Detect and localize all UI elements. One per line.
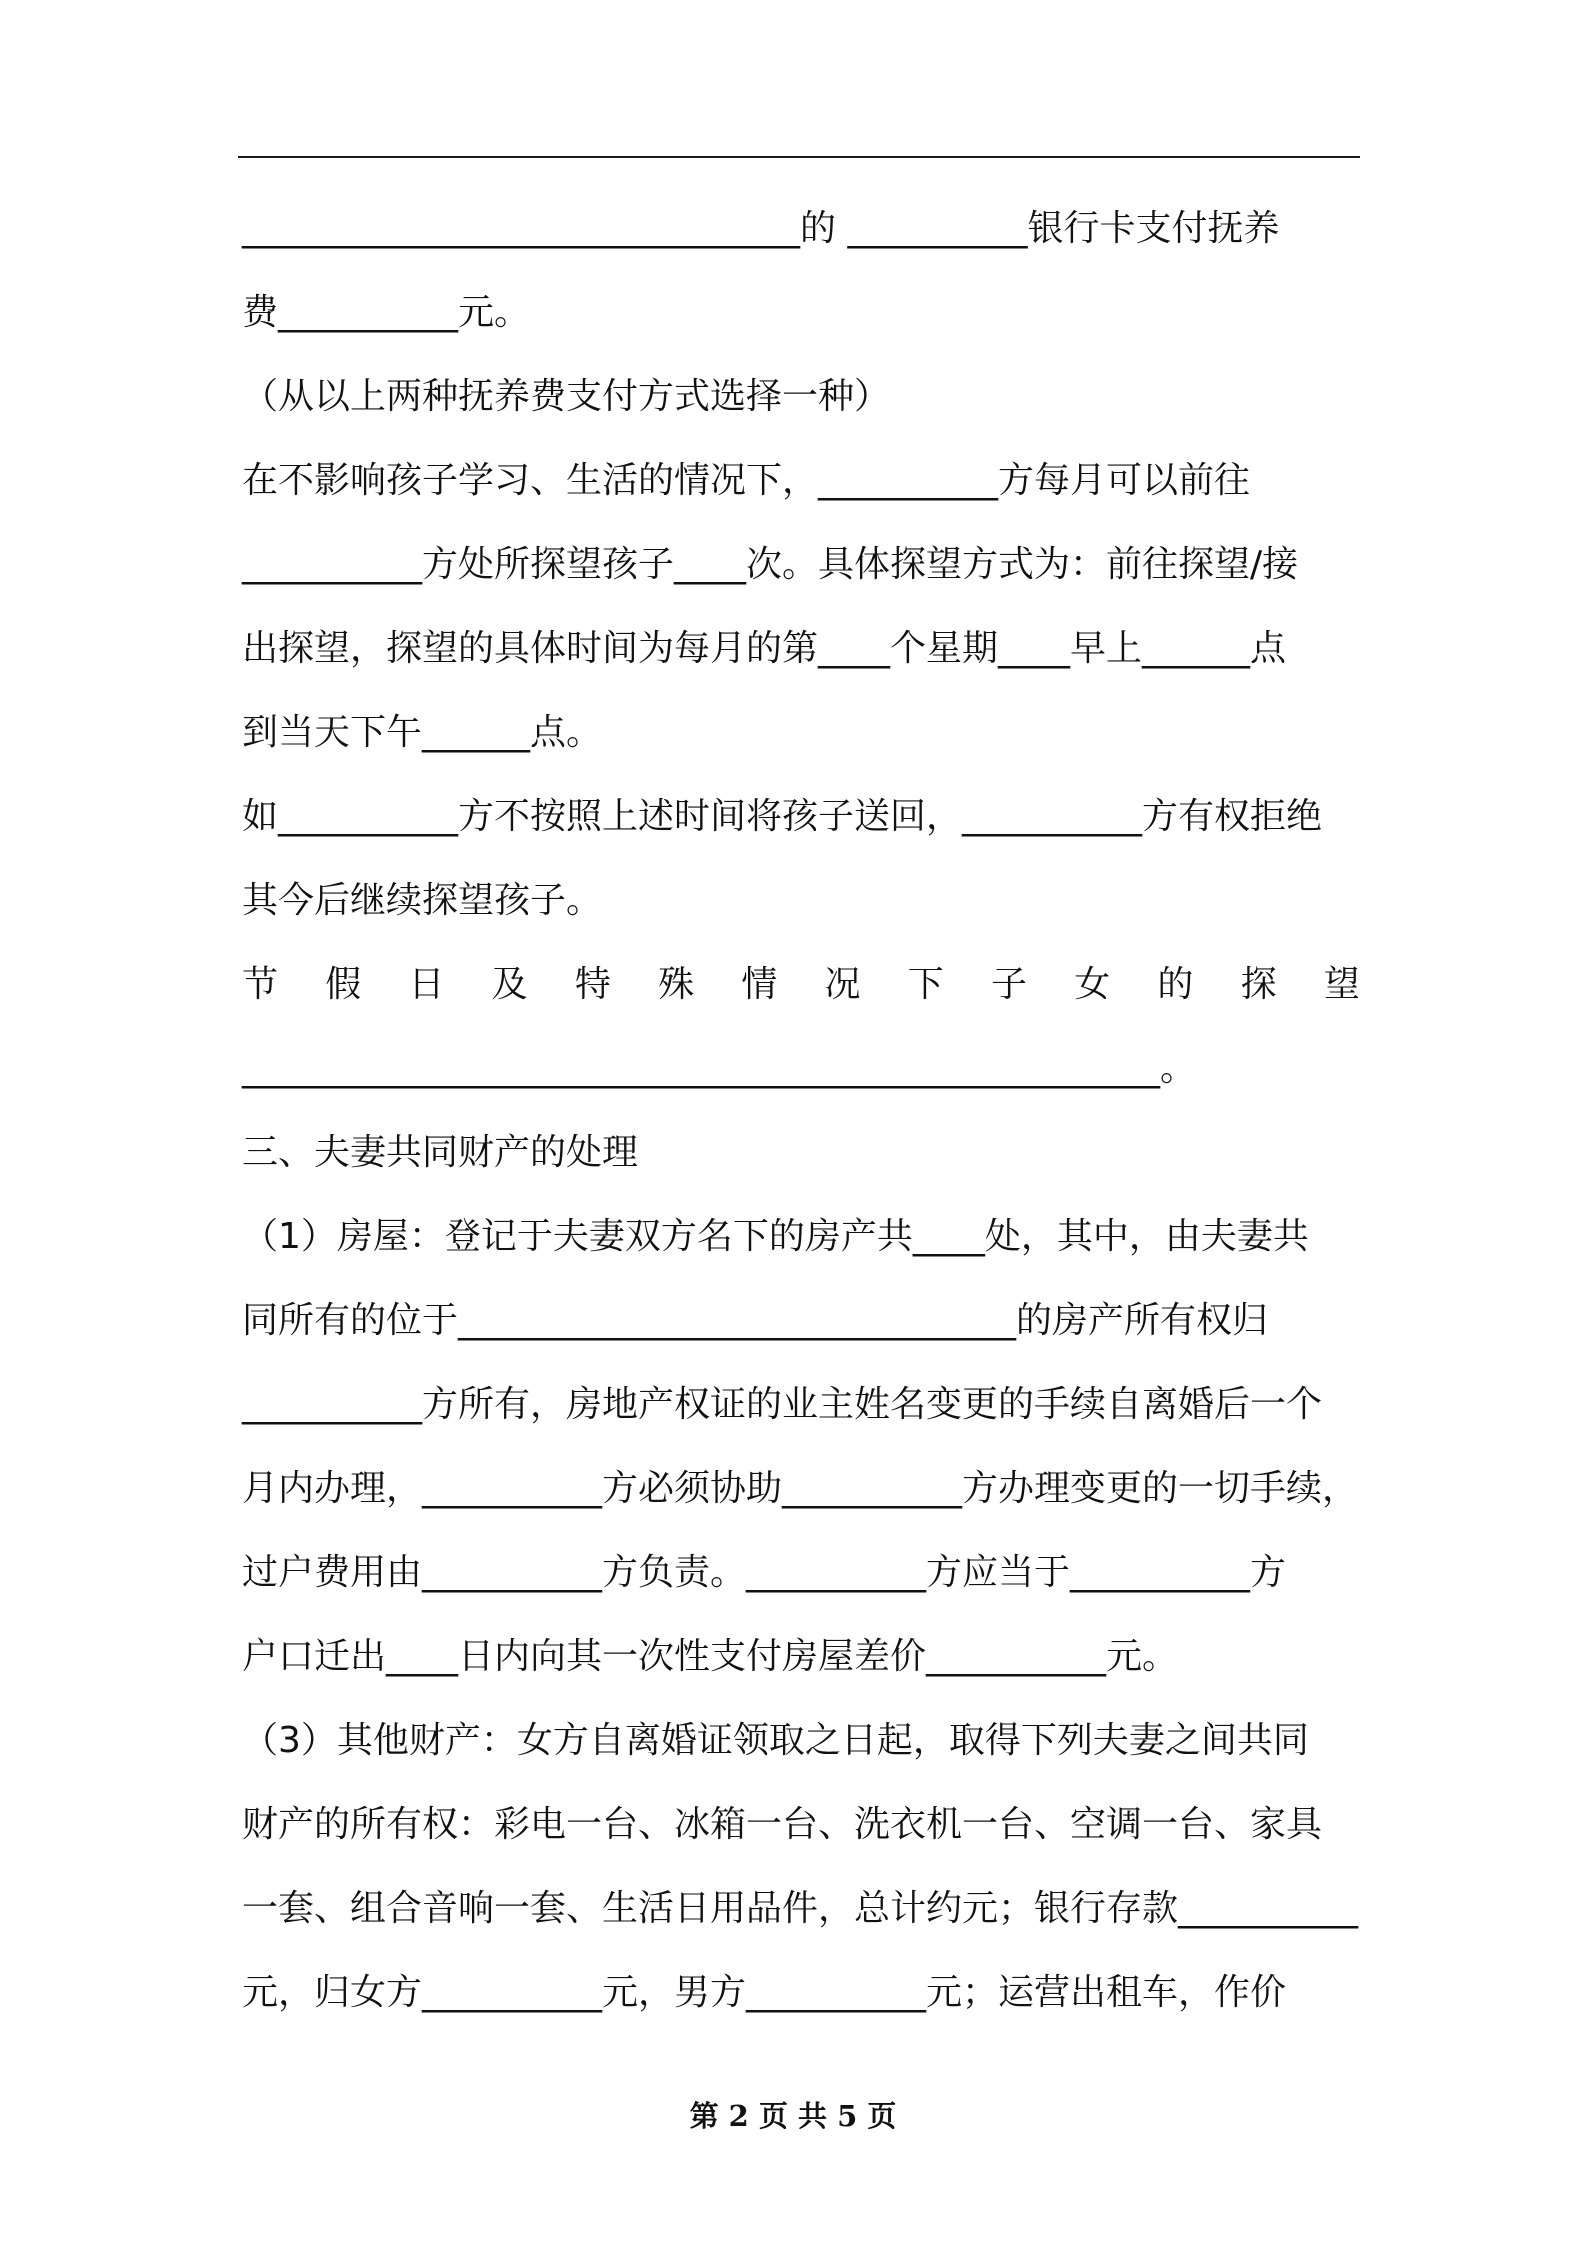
header-rule [238, 156, 1360, 158]
spread-char: 殊 [658, 964, 695, 1005]
text-line: （从以上两种抚养费支付方式选择一种） [242, 376, 891, 417]
spread-char: 节 [242, 964, 279, 1005]
text-line: __________方所有，房地产权证的业主姓名变更的手续自离婚后一个 [242, 1384, 1323, 1425]
text-line: 如__________方不按照上述时间将孩子送回，__________方有权拒绝 [242, 796, 1323, 837]
text-line: 过户费用由__________方负责。__________方应当于__________方 [242, 1552, 1287, 1593]
spread-char: 下 [907, 964, 944, 1005]
text-line: 在不影响孩子学习、生活的情况下，__________方每月可以前往 [242, 460, 1251, 501]
page-number-footer: 第 2 页 共 5 页 [689, 2099, 897, 2133]
section-heading: 三、夫妻共同财产的处理 [242, 1132, 639, 1173]
text-line: 户口迁出____日内向其一次性支付房屋差价__________元。 [242, 1636, 1179, 1677]
spread-char: 子 [990, 964, 1027, 1005]
text-line: 费__________元。 [242, 292, 531, 333]
spread-char: 望 [1323, 964, 1360, 1005]
holiday-visit-line [242, 957, 1360, 1013]
spread-char: 日 [408, 964, 445, 1005]
text-line: （3）其他财产：女方自离婚证领取之日起，取得下列夫妻之间共同 [242, 1720, 1309, 1761]
spread-char: 探 [1240, 964, 1277, 1005]
spread-char: 特 [574, 964, 611, 1005]
text-line: 月内办理，__________方必须协助__________方办理变更的一切手续， [242, 1468, 1359, 1509]
text-line: 到当天下午______点。 [242, 712, 603, 753]
spread-char: 假 [325, 964, 362, 1005]
spread-char: 女 [1074, 964, 1111, 1005]
spread-char: 及 [491, 964, 528, 1005]
text-line: _______________________________的 __________银行卡支付抚养 [242, 208, 1280, 249]
text-line: 元，归女方__________元，男方__________元；运营出租车，作价 [242, 1972, 1287, 2013]
text-line: 财产的所有权：彩电一台、冰箱一台、洗衣机一台、空调一台、家具 [242, 1804, 1323, 1845]
text-line: ___________________________________________________。 [242, 1048, 1196, 1089]
spread-char: 情 [741, 964, 778, 1005]
text-line: 一套、组合音响一套、生活日用品件，总计约元；银行存款__________ [242, 1888, 1359, 1929]
text-line: 同所有的位于_______________________________的房产所有权归 [242, 1300, 1269, 1341]
text-line: 其今后继续探望孩子。 [242, 880, 603, 921]
text-line: __________方处所探望孩子____次。具体探望方式为：前往探望/接 [242, 544, 1299, 585]
text-line: （1）房屋：登记于夫妻双方名下的房产共____处，其中，由夫妻共 [242, 1216, 1309, 1257]
spread-char: 的 [1157, 964, 1194, 1005]
text-line: 出探望，探望的具体时间为每月的第____个星期____早上______点 [242, 628, 1287, 669]
spread-char: 况 [824, 964, 861, 1005]
